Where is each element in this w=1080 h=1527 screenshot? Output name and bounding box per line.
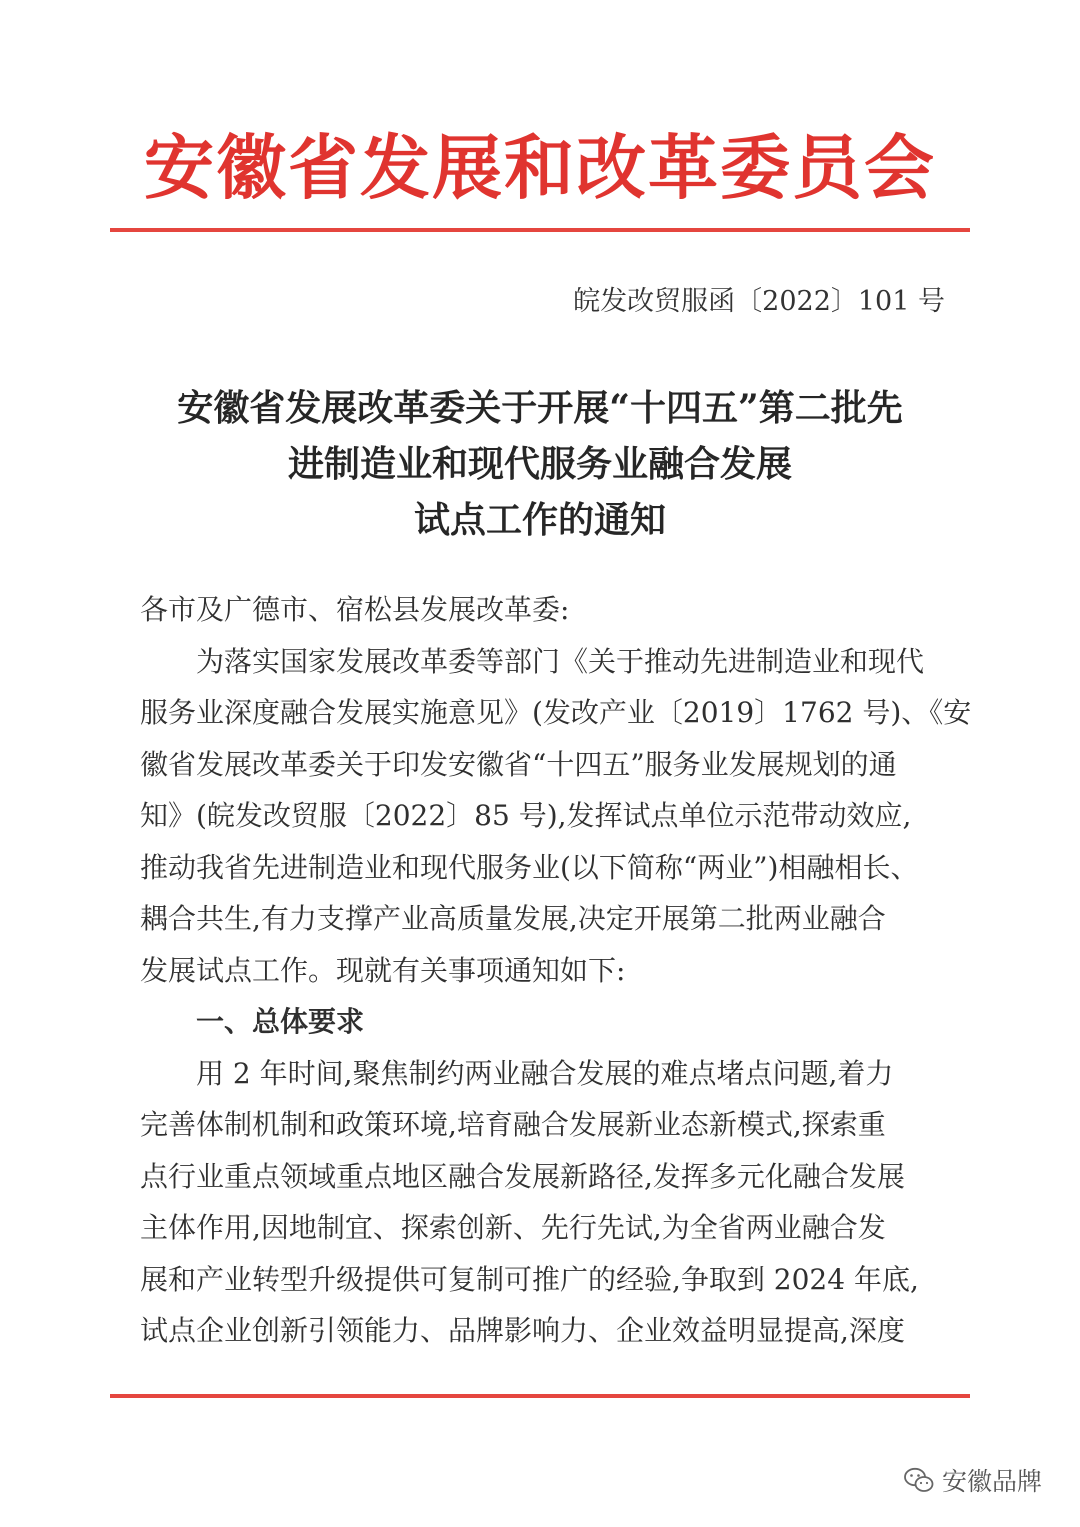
paragraph-line: 知》(皖发改贸服〔2022〕85 号),发挥试点单位示范带动效应, [140, 799, 912, 832]
paragraph-line: 耦合共生,有力支撑产业高质量发展,决定开展第二批两业融合 [140, 902, 886, 935]
section-heading: 一、总体要求 [196, 1005, 365, 1038]
paragraph-requirements [140, 1048, 950, 1357]
title-line: 安徽省发展改革委关于开展“十四五”第二批先 [177, 387, 903, 429]
footer-red-rule [110, 1394, 970, 1398]
document-title [110, 380, 970, 548]
watermark-label: 安徽品牌 [941, 1467, 1042, 1496]
paragraph-line: 完善体制机制和政策环境,培育融合发展新业态新模式,探索重 [140, 1108, 886, 1141]
header-red-rule [110, 228, 970, 232]
paragraph-intro [140, 636, 972, 997]
title-line: 进制造业和现代服务业融合发展 [287, 443, 792, 485]
organization-header: 安徽省发展和改革委员会 [144, 126, 936, 209]
salutation: 各市及广德市、宿松县发展改革委: [140, 593, 570, 626]
document-body [140, 584, 972, 1357]
paragraph-line: 为落实国家发展改革委等部门《关于推动先进制造业和现代 [196, 644, 925, 678]
paragraph-line: 服务业深度融合发展实施意见》(发改产业〔2019〕1762 号)、《安 [140, 696, 972, 729]
paragraph-line: 点行业重点领域重点地区融合发展新路径,发挥多元化融合发展 [140, 1159, 905, 1193]
paragraph-line: 发展试点工作。现就有关事项通知如下: [140, 953, 626, 987]
paragraph-line: 推动我省先进制造业和现代服务业(以下简称“两业”)相融相长、 [140, 850, 919, 884]
paragraph-line: 用 2 年时间,聚焦制约两业融合发展的难点堵点问题,着力 [196, 1056, 894, 1090]
account-watermark [904, 1458, 1042, 1502]
title-line: 试点工作的通知 [413, 499, 666, 541]
paragraph-line: 徽省发展改革委关于印发安徽省“十四五”服务业发展规划的通 [140, 747, 897, 781]
paragraph-line: 展和产业转型升级提供可复制可推广的经验,争取到 2024 年底, [140, 1262, 919, 1296]
paragraph-line: 主体作用,因地制宜、探索创新、先行先试,为全省两业融合发 [140, 1211, 886, 1244]
wechat-icon [904, 1467, 934, 1493]
paragraph-line: 试点企业创新引领能力、品牌影响力、企业效益明显提高,深度 [140, 1314, 905, 1347]
document-number: 皖发改贸服函〔2022〕101 号 [573, 286, 945, 317]
